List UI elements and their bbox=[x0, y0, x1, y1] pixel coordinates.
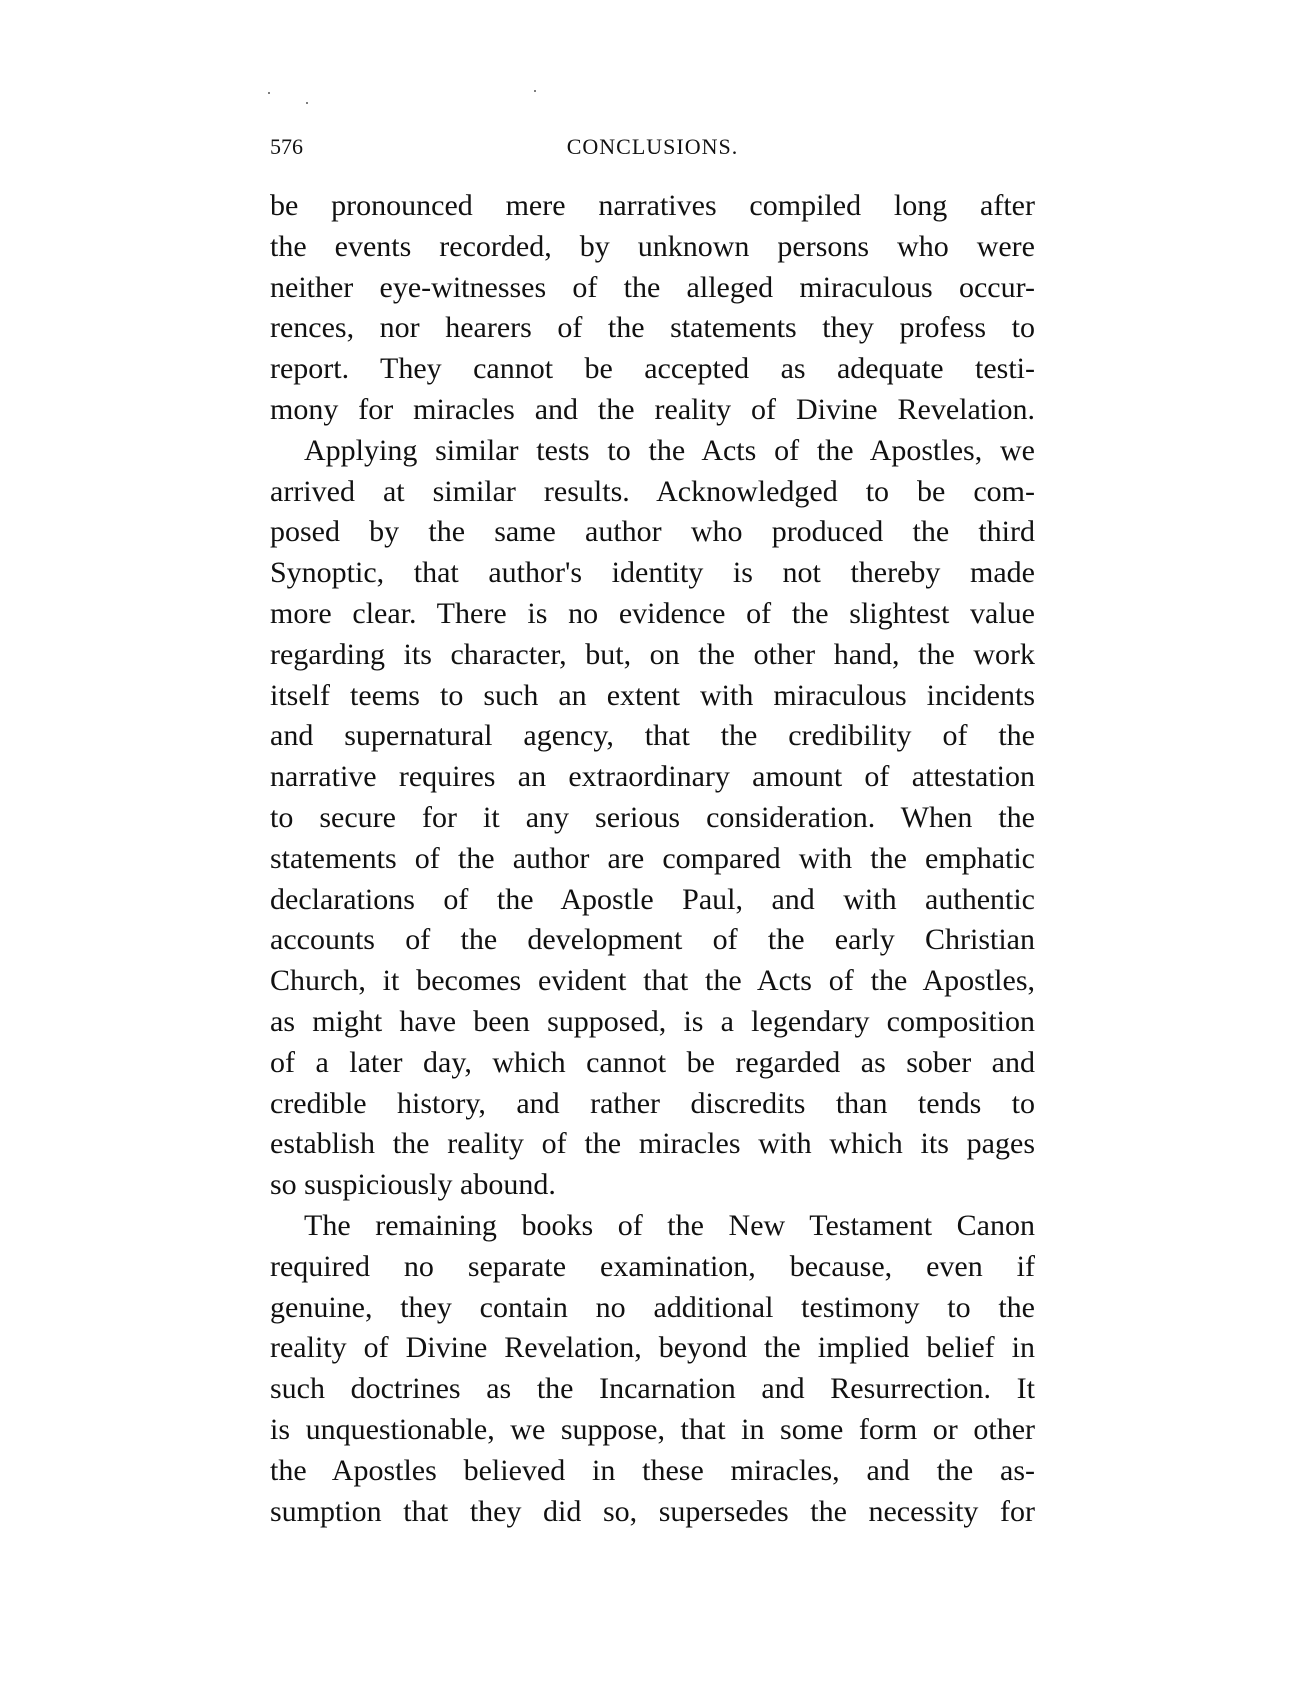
text-line: genuine, they contain no additional testimony to the bbox=[270, 1290, 1035, 1324]
text-line: The remaining books of the New Testament Canon bbox=[304, 1208, 1035, 1242]
text-line: sumption that they did so, supersedes the necessity for bbox=[270, 1494, 1035, 1528]
text-line: is unquestionable, we suppose, that in some form or other bbox=[270, 1412, 1035, 1446]
text-line: regarding its character, but, on the other hand, the work bbox=[270, 637, 1035, 671]
text-line: rences, nor hearers of the statements they profess to bbox=[270, 311, 1035, 345]
scan-speck bbox=[268, 92, 270, 94]
text-line: be pronounced mere narratives compiled long after bbox=[270, 189, 1035, 222]
text-line: more clear. There is no evidence of the slightest value bbox=[270, 596, 1035, 630]
paragraph bbox=[270, 431, 1035, 1206]
text-line: as might have been supposed, is a legendary composition bbox=[270, 1004, 1035, 1038]
paragraph bbox=[270, 186, 1035, 431]
page-body bbox=[270, 186, 1035, 1532]
text-line: accounts of the development of the early Christian bbox=[270, 923, 1035, 957]
text-line: and supernatural agency, that the credibility of the bbox=[270, 719, 1035, 753]
text-line: the events recorded, by unknown persons who were bbox=[270, 229, 1035, 263]
text-line: neither eye-witnesses of the alleged miraculous occur- bbox=[270, 270, 1035, 304]
text-line: reality of Divine Revelation, beyond the implied belief in bbox=[270, 1331, 1035, 1365]
text-line: so suspiciously abound. bbox=[270, 1168, 556, 1202]
page-number: 576 bbox=[270, 134, 303, 159]
text-line: Church, it becomes evident that the Acts of the Apostles, bbox=[270, 964, 1035, 998]
text-line: establish the reality of the miracles with which its pages bbox=[270, 1127, 1035, 1161]
text-line: mony for miracles and the reality of Divine Revelation. bbox=[270, 392, 1035, 426]
scan-speck bbox=[306, 102, 308, 104]
text-line: arrived at similar results. Acknowledged to be com- bbox=[270, 474, 1035, 508]
paragraph bbox=[270, 1206, 1035, 1532]
text-line: posed by the same author who produced the third bbox=[270, 515, 1035, 549]
text-line: such doctrines as the Incarnation and Resurrection. It bbox=[270, 1372, 1035, 1406]
text-line: narrative requires an extraordinary amount of attestation bbox=[270, 760, 1035, 794]
text-line: Synoptic, that author's identity is not thereby made bbox=[270, 556, 1035, 590]
text-line: the Apostles believed in these miracles, and the as- bbox=[270, 1453, 1035, 1487]
text-line: of a later day, which cannot be regarded as sober and bbox=[270, 1045, 1035, 1079]
text-line: required no separate examination, because, even if bbox=[270, 1249, 1035, 1283]
scan-speck bbox=[534, 90, 536, 92]
text-line: report. They cannot be accepted as adequate testi- bbox=[270, 352, 1035, 386]
text-line: Applying similar tests to the Acts of the Apostles, we bbox=[304, 433, 1035, 467]
page-header bbox=[270, 130, 1035, 166]
text-line: to secure for it any serious consideration. When the bbox=[270, 800, 1035, 834]
text-line: declarations of the Apostle Paul, and with authentic bbox=[270, 882, 1035, 916]
text-line: credible history, and rather discredits than tends to bbox=[270, 1086, 1035, 1120]
running-title: CONCLUSIONS. bbox=[566, 134, 739, 159]
text-line: statements of the author are compared with the emphatic bbox=[270, 841, 1035, 875]
text-line: itself teems to such an extent with miraculous incidents bbox=[270, 678, 1035, 712]
